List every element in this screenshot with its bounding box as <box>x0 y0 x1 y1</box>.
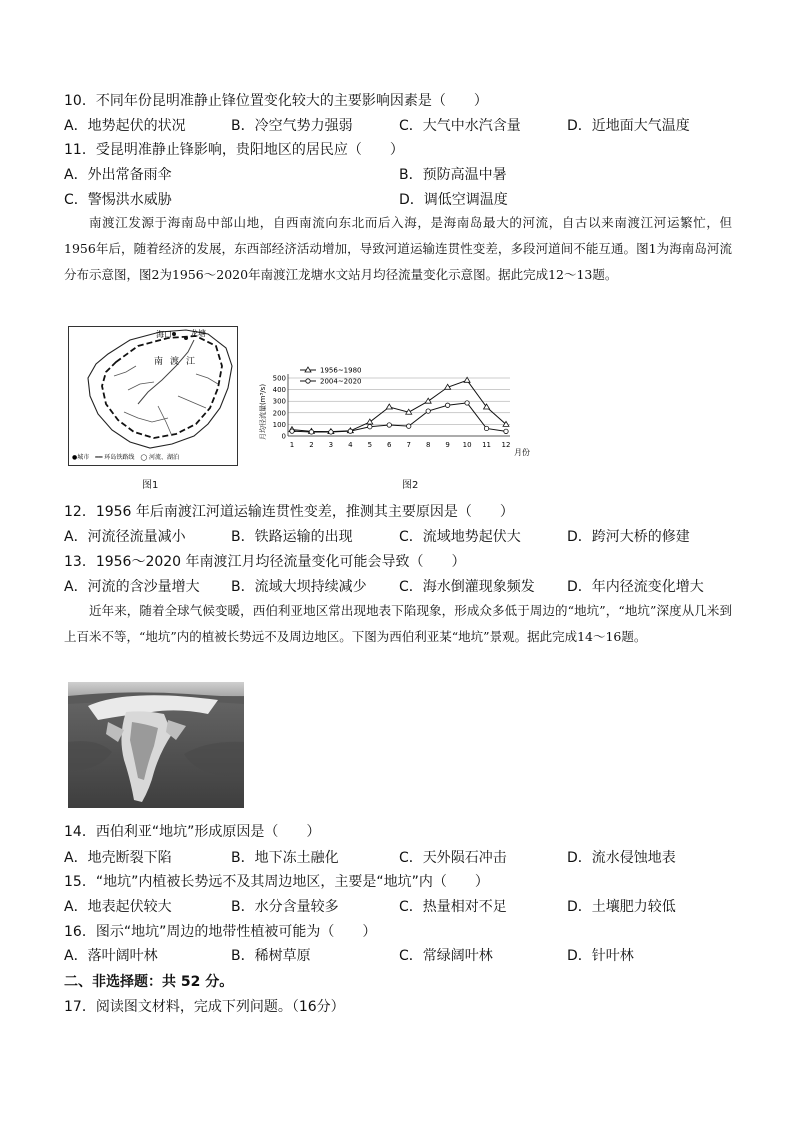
y-axis-label: 月均径流量(m³/s) <box>259 383 267 441</box>
data-point-circle <box>465 401 469 405</box>
data-point-circle <box>407 424 411 428</box>
q11-option-b[interactable]: B．预防高温中暑 <box>399 167 507 183</box>
fig1-hainan-map <box>68 326 238 466</box>
q16-option-d[interactable]: D．针叶林 <box>567 948 634 964</box>
q11-option-d[interactable]: D．调低空调温度 <box>399 192 508 208</box>
q16-option-b[interactable]: B．稀树草原 <box>231 948 311 964</box>
label-longtang: 龙塘 <box>190 329 206 338</box>
data-point-triangle <box>425 398 431 403</box>
q10-option-d[interactable]: D．近地面大气温度 <box>567 118 690 134</box>
x-tick-label: 4 <box>348 441 353 449</box>
x-tick-label: 5 <box>367 441 373 449</box>
y-tick-label: 100 <box>272 420 286 429</box>
q15-stem: 15．“地坑”内植被长势远不及其周边地区，主要是“地坑”内（ ） <box>64 874 489 890</box>
q17-stem: 17．阅读图文材料，完成下列问题。（16分） <box>64 999 345 1015</box>
x-tick-label: 2 <box>309 441 314 449</box>
q16-option-a[interactable]: A．落叶阔叶林 <box>64 948 158 964</box>
data-point-circle <box>306 379 310 383</box>
q11-option-c[interactable]: C．警惕洪水威胁 <box>64 192 172 208</box>
fig2-runoff-chart <box>256 362 546 462</box>
x-tick-label: 1 <box>289 441 295 449</box>
q13-option-b[interactable]: B．流域大坝持续减少 <box>231 579 367 595</box>
q11-option-a[interactable]: A．外出常备雨伞 <box>64 167 172 183</box>
x-tick-label: 9 <box>445 441 450 449</box>
q12-option-d[interactable]: D．跨河大桥的修建 <box>567 529 690 545</box>
data-point-circle <box>484 426 488 430</box>
longtang-marker <box>184 336 188 340</box>
river-label-1: 南 <box>154 357 164 367</box>
q13-option-d[interactable]: D．年内径流变化增大 <box>567 579 704 595</box>
q10-option-a[interactable]: A．地势起伏的状况 <box>64 118 186 134</box>
q15-option-d[interactable]: D．土壤肥力较低 <box>567 899 676 915</box>
fig1-caption: 图1 <box>142 480 159 491</box>
data-point-circle <box>504 429 508 433</box>
data-point-circle <box>387 423 391 427</box>
q14-option-a[interactable]: A．地壳断裂下陷 <box>64 850 172 866</box>
data-point-circle <box>445 403 449 407</box>
data-point-circle <box>348 429 352 433</box>
q12-option-a[interactable]: A．河流径流量减小 <box>64 529 186 545</box>
y-tick-label: 200 <box>272 409 286 418</box>
q14-stem: 14．西伯利亚“地坑”形成原因是（ ） <box>64 824 321 840</box>
river-label-3: 江 <box>186 357 196 367</box>
fig2-caption: 图2 <box>402 480 419 491</box>
q10-option-b[interactable]: B．冷空气势力强弱 <box>231 118 353 134</box>
x-tick-label: 3 <box>328 441 334 449</box>
x-tick-label: 11 <box>482 441 492 449</box>
q13-option-a[interactable]: A．河流的含沙量增大 <box>64 579 200 595</box>
x-tick-label: 7 <box>406 441 411 449</box>
passage-nandu-river: 南渡江发源于海南岛中部山地，自西南流向东北而后入海，是海南岛最大的河流，自古以来南渡江河运繁忙，但1956年后，随着经济的发展，东西部经济活动增加，导致河道运输连贯性变差，多段河道间不能互通。图1为海南岛河流分布示意图，图2为1956～2020年南渡江龙塘水文站月均径流量变化示意图。据此完成12～13题。 <box>64 215 732 282</box>
label-haikou: 海口 <box>156 330 172 339</box>
river-label-2: 渡 <box>170 357 180 367</box>
data-point-circle <box>329 430 333 434</box>
x-axis-label: 月份 <box>514 448 530 457</box>
legend-label: 2004~2020 <box>320 377 362 386</box>
q10-stem: 10．不同年份昆明准静止锋位置变化较大的主要影响因素是（ ） <box>64 93 488 109</box>
q16-stem: 16．图示“地坑”周边的地带性植被可能为（ ） <box>64 924 377 940</box>
x-tick-label: 8 <box>425 441 431 449</box>
data-point-circle <box>368 425 372 429</box>
passage-siberia-pits: 近年来，随着全球气候变暖，西伯利亚地区常出现地表下陷现象，形成众多低于周边的“地坑”，“地坑”深度从几米到上百米不等，“地坑”内的植被长势远不及周边地区。下图为西伯利亚某“地坑”景观。据此完成14～16题。 <box>64 603 732 644</box>
q12-option-c[interactable]: C．流域地势起伏大 <box>399 529 521 545</box>
q14-option-c[interactable]: C．天外陨石冲击 <box>399 850 507 866</box>
q12-option-b[interactable]: B．铁路运输的出现 <box>231 529 353 545</box>
section-2-heading: 二、非选择题：共 52 分。 <box>64 974 234 990</box>
q12-stem: 12．1956 年后南渡江河道运输连贯性变差，推测其主要原因是（ ） <box>64 504 514 520</box>
q13-option-c[interactable]: C．海水倒灌现象频发 <box>399 579 535 595</box>
data-point-circle <box>290 429 294 433</box>
q11-stem: 11．受昆明准静止锋影响，贵阳地区的居民应（ ） <box>64 142 404 158</box>
data-point-circle <box>309 430 313 434</box>
q15-option-b[interactable]: B．水分含量较多 <box>231 899 339 915</box>
x-tick-label: 6 <box>387 441 392 449</box>
q13-stem: 13．1956～2020 年南渡江月均径流量变化可能会导致（ ） <box>64 554 466 570</box>
data-point-circle <box>426 409 430 413</box>
y-tick-label: 0 <box>281 432 286 441</box>
series-line-1 <box>292 377 506 431</box>
y-tick-label: 400 <box>272 386 286 395</box>
siberia-pit-photo <box>68 682 244 808</box>
x-tick-label: 12 <box>501 441 511 449</box>
fig1-legend: ●城市 ━━ 环岛铁路线 ◯ 河流、湖泊 <box>72 454 179 461</box>
x-tick-label: 10 <box>462 441 472 449</box>
y-tick-label: 300 <box>272 397 286 406</box>
q15-option-a[interactable]: A．地表起伏较大 <box>64 899 172 915</box>
haikou-city-marker <box>172 332 176 336</box>
q16-option-c[interactable]: C．常绿阔叶林 <box>399 948 493 964</box>
data-point-triangle <box>386 404 392 409</box>
y-tick-label: 500 <box>272 374 286 383</box>
legend-label: 1956~1980 <box>320 366 362 375</box>
q10-option-c[interactable]: C．大气中水汽含量 <box>399 118 521 134</box>
series-line-2 <box>292 403 506 432</box>
q14-option-d[interactable]: D．流水侵蚀地表 <box>567 850 676 866</box>
q14-option-b[interactable]: B．地下冻土融化 <box>231 850 339 866</box>
q15-option-c[interactable]: C．热量相对不足 <box>399 899 507 915</box>
